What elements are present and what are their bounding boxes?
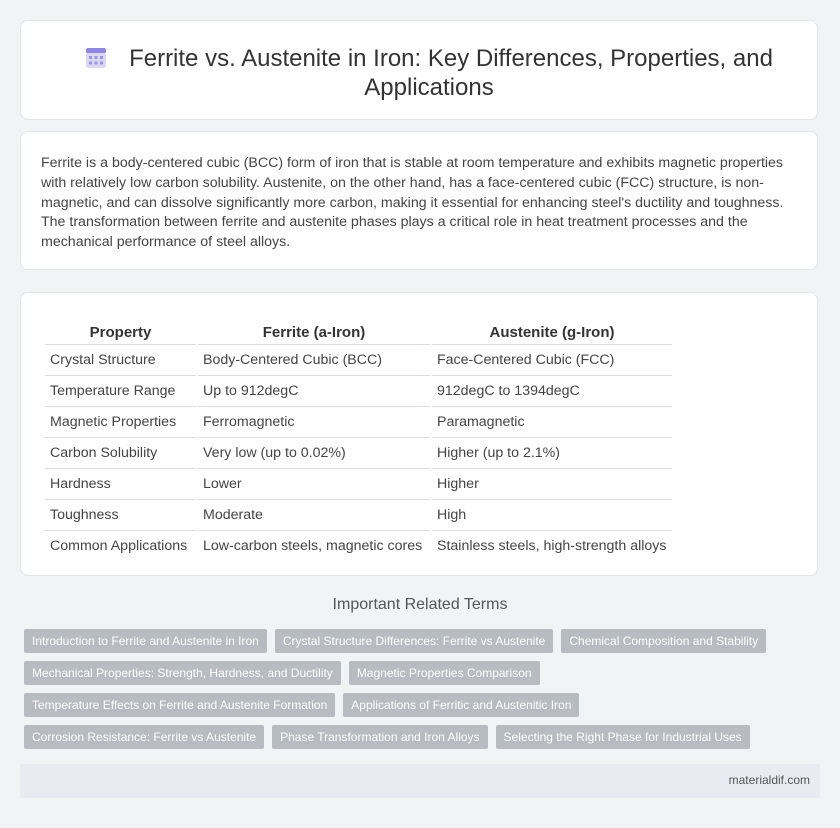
table-cell: Low-carbon steels, magnetic cores bbox=[198, 530, 430, 561]
table-cell: Carbon Solubility bbox=[45, 437, 196, 468]
table-row bbox=[45, 344, 672, 375]
table-cell: Hardness bbox=[45, 468, 196, 499]
table-cell: Moderate bbox=[198, 499, 430, 530]
tag-row bbox=[24, 725, 824, 749]
table-cell: Temperature Range bbox=[45, 375, 196, 406]
related-terms-list bbox=[24, 629, 824, 757]
table-header-property: Property bbox=[89, 324, 152, 341]
table-row bbox=[45, 468, 672, 499]
table-cell: High bbox=[432, 499, 672, 530]
table-cell: 912degC to 1394degC bbox=[432, 375, 672, 406]
table-cell: Higher bbox=[432, 468, 672, 499]
table-row bbox=[45, 406, 672, 437]
related-term-tag[interactable]: Applications of Ferritic and Austenitic Iron bbox=[343, 693, 579, 717]
table-cell: Paramagnetic bbox=[432, 406, 672, 437]
calendar-grid-icon bbox=[85, 47, 107, 69]
table-cell: Common Applications bbox=[45, 530, 196, 561]
related-term-tag[interactable]: Magnetic Properties Comparison bbox=[349, 661, 540, 685]
related-term-tag[interactable]: Chemical Composition and Stability bbox=[561, 629, 766, 653]
table-header-row bbox=[45, 313, 672, 344]
table-row bbox=[45, 530, 672, 561]
table-cell: Higher (up to 2.1%) bbox=[432, 437, 672, 468]
table-row bbox=[45, 499, 672, 530]
comparison-table-card bbox=[20, 292, 818, 576]
tag-row bbox=[24, 693, 824, 717]
footer-site-link[interactable]: materialdif.com bbox=[728, 773, 810, 787]
table-cell: Ferromagnetic bbox=[198, 406, 430, 437]
related-terms-heading: Important Related Terms bbox=[332, 596, 508, 613]
related-term-tag[interactable]: Corrosion Resistance: Ferrite vs Austenite bbox=[24, 725, 264, 749]
related-term-tag[interactable]: Introduction to Ferrite and Austenite in Iron bbox=[24, 629, 267, 653]
footer bbox=[20, 764, 820, 798]
table-row bbox=[45, 375, 672, 406]
related-term-tag[interactable]: Phase Transformation and Iron Alloys bbox=[272, 725, 487, 749]
table-cell: Magnetic Properties bbox=[45, 406, 196, 437]
title-card bbox=[20, 20, 818, 120]
table-cell: Up to 912degC bbox=[198, 375, 430, 406]
intro-card bbox=[20, 131, 818, 270]
related-term-tag[interactable]: Mechanical Properties: Strength, Hardness, and Ductility bbox=[24, 661, 341, 685]
tag-row bbox=[24, 629, 824, 653]
table-cell: Crystal Structure bbox=[45, 344, 196, 375]
related-term-tag[interactable]: Crystal Structure Differences: Ferrite vs Austenite bbox=[275, 629, 554, 653]
page-title bbox=[81, 44, 777, 102]
tag-row bbox=[24, 661, 824, 685]
table-cell: Face-Centered Cubic (FCC) bbox=[432, 344, 672, 375]
table-header-ferrite: Ferrite (a-Iron) bbox=[262, 324, 366, 341]
intro-paragraph: Ferrite is a body-centered cubic (BCC) form of iron that is stable at room temperature and exhibits magnetic properties with relatively low carbon solubility. Austenite, on the other hand, has a face-centered cubic (FCC) structure, is non-magnetic, and can dissolve significantly more carbon, making it essential for enhancing steel's ductility and toughness. The transformation between ferrite and austenite phases plays a critical role in heat treatment processes and the mechanical performance of steel alloys. bbox=[41, 155, 784, 251]
table-cell: Very low (up to 0.02%) bbox=[198, 437, 430, 468]
page-title-text: Ferrite vs. Austenite in Iron: Key Differences, Properties, and Applications bbox=[129, 45, 773, 101]
table-header-austenite: Austenite (g-Iron) bbox=[489, 324, 615, 341]
table-cell: Body-Centered Cubic (BCC) bbox=[198, 344, 430, 375]
comparison-table bbox=[43, 313, 674, 561]
table-cell: Toughness bbox=[45, 499, 196, 530]
table-cell: Lower bbox=[198, 468, 430, 499]
related-term-tag[interactable]: Selecting the Right Phase for Industrial Uses bbox=[496, 725, 750, 749]
table-cell: Stainless steels, high-strength alloys bbox=[432, 530, 672, 561]
related-term-tag[interactable]: Temperature Effects on Ferrite and Austenite Formation bbox=[24, 693, 335, 717]
table-row bbox=[45, 437, 672, 468]
